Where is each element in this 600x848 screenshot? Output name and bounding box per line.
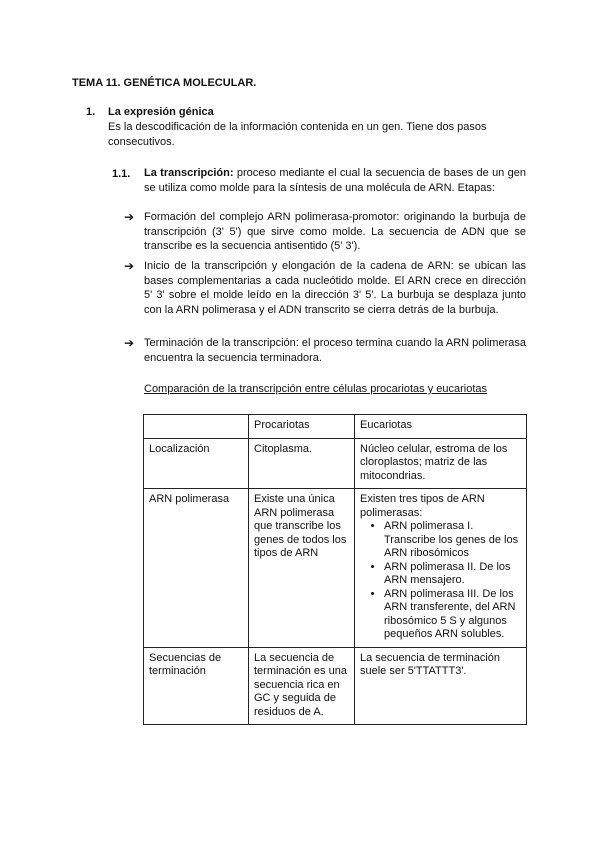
stage-item: Terminación de la transcripción: el proceso termina cuando la ARN polimerasa encuentra la secuencia terminadora. (144, 337, 526, 364)
list-item: • ARN polimerasa II. De los ARN mensajero. (384, 561, 521, 588)
table-header-cell (144, 415, 249, 439)
table-header-cell: Eucariotas (355, 415, 527, 439)
eucariotas-intro: Existen tres tipos de ARN polimerasas: (360, 493, 485, 519)
arrow-right-icon: ➔ (124, 336, 135, 350)
document-title: TEMA 11. GENÉTICA MOLECULAR. (72, 77, 257, 89)
row-label: Localización (144, 438, 249, 489)
list-item: • ARN polimerasa III. De los ARN transferente, del ARN ribosómico 5 S y algunos pequeños ARN solubles. (384, 588, 521, 642)
arrow-right-icon: ➔ (124, 259, 135, 273)
subsection-paragraph (144, 166, 526, 195)
arrow-right-icon: ➔ (124, 210, 135, 224)
section-number: 1. (86, 106, 96, 118)
comparison-table (143, 414, 527, 725)
table-row (144, 438, 527, 489)
eucariotas-cell (355, 489, 527, 648)
eucariotas-cell: La secuencia de terminación suele ser 5'TTATTT3'. (355, 647, 527, 725)
subsection-term: La transcripción: (144, 167, 234, 179)
table-caption: Comparación de la transcripción entre células procariotas y eucariotas (144, 383, 488, 395)
section-heading: La expresión génica (108, 106, 214, 118)
polymerase-list (360, 520, 521, 642)
row-label: Secuencias de terminación (144, 647, 249, 725)
table-row (144, 647, 527, 725)
eucariotas-cell: Núcleo celular, estroma de los cloroplastos; matriz de las mitocondrias. (355, 438, 527, 489)
procariotas-cell: Citoplasma. (249, 438, 355, 489)
row-label: ARN polimerasa (144, 489, 249, 648)
subsection-definition: proceso mediante el cual la secuencia de bases de un gen se utiliza como molde para la síntesis de una molécula de ARN. Etapas: (144, 167, 527, 194)
subsection-number: 1.1. (112, 168, 131, 180)
table-row (144, 489, 527, 648)
table-header-cell: Procariotas (249, 415, 355, 439)
table-header-row (144, 415, 527, 439)
list-item: • ARN polimerasa I. Transcribe los genes de los ARN ribosómicos (384, 520, 521, 561)
stage-item: Inicio de la transcripción y elongación de la cadena de ARN: se ubican las bases complementarias a cada nucleótido molde. El ARN crece en dirección 5' 3' sobre el molde leído en la dirección 3' 5'. La burbuja se desplaza junto con la ARN polimerasa y el ADN transcrito se cierra detrás de la burbuja. (144, 260, 526, 316)
procariotas-cell: Existe una única ARN polimerasa que transcribe los genes de todos los tipos de ARN (249, 489, 355, 648)
stage-item: Formación del complejo ARN polimerasa-promotor: originando la burbuja de transcripción (3' 5') que sirve como molde. La secuencia de ADN que se transcribe es la secuencia antisentido (5' 3'). (144, 211, 526, 252)
procariotas-cell: La secuencia de terminación es una secuencia rica en GC y seguida de residuos de A. (249, 647, 355, 725)
section-description: Es la descodificación de la información contenida en un gen. Tiene dos pasos consecutivos. (108, 121, 487, 148)
